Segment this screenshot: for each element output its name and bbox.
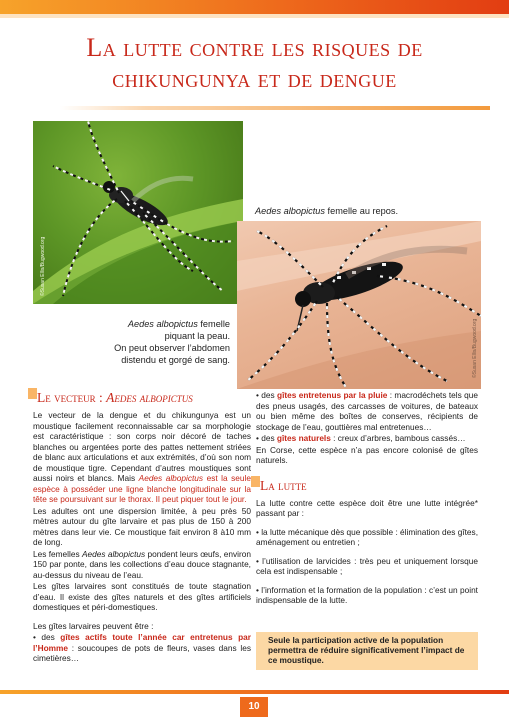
bullet-gites-pluie-red: gîtes entretenus par la pluie [277,390,388,400]
bullet-information: • l’information et la formation de la population : c’est un point indispensable de la lutte. [256,584,478,605]
caption-biting-line-3: On peut observer l’abdomen [114,343,230,353]
paragraph-gites: Les gîtes larvaires sont constitués de toute stagnation d’eau. Il existe des gîtes naturels et des gîtes artificiels domestiques et péri-domestiques. [33,581,251,612]
highlight-box: Seule la participation active de la population permettra de réduire significativement l’impact de ce moustique. [256,632,478,670]
bullet-gites-actifs-post: : soucoupes de pots de fleurs, vases dans les cimetières… [33,642,251,663]
heading-vecteur-prefix: Le vecteur : [37,390,107,405]
spacer [256,578,478,585]
paragraph-description-species: Aedes albopictus [138,473,204,483]
spacer [33,614,251,621]
paragraph-corse: En Corse, cette espèce n’a pas encore colonisé de gîtes naturels. [256,444,478,465]
caption-biting-species: Aedes albopictus [127,319,198,329]
bottom-color-band [0,690,509,694]
section-heading-lutte [256,478,478,494]
caption-biting [95,318,230,366]
mosquito-leaf-illustration [33,121,243,304]
bullet-gites-naturels [256,433,478,444]
heading-marker [28,388,37,399]
paragraph-ponte [33,549,251,581]
mosquito-skin-photo [237,221,481,389]
heading-vecteur-species: Aedes albopictus [106,390,193,405]
spacer [256,549,478,556]
bullet-gites-naturels-post: : creux d’arbres, bambous cassés… [330,433,466,443]
paragraph-gites-types: Les gîtes larvaires peuvent être : [33,620,154,631]
bullet-larvicides: • l’utilisation de larvicides : très peu et uniquement lorsque cela est indispensable ; [256,555,478,576]
paragraph-lutte-intro: La lutte contre cette espèce doit être une lutte intégrée* passant par : [256,497,478,518]
page-number: 10 [240,697,268,717]
paragraph-ponte-species: Aedes albopictus [81,548,146,559]
top-color-band [0,0,509,14]
caption-resting-species: Aedes albopictus [255,206,325,216]
title-underline [60,106,490,110]
paragraph-description-bite: Il peut piquer tout le jour. [153,494,247,504]
bullet-gites-pluie-pre: • des [256,390,277,400]
paragraph-dispersion: Les adultes ont une dispersion limitée, à peu près 50 mètres autour du gîte larvaire et pas plus de 150 à 200 mètres dans leur vie. Ce moustique fait environ 8 à10 mm de long. [33,505,251,547]
photo-2-credit: ©Susan Ellis/Bugwood.org [472,318,478,378]
section-heading-vecteur [33,390,251,406]
caption-biting-line-4: distendu et gorgé de sang. [121,355,230,365]
title-line-1: La lutte contre les risques de [86,33,423,62]
bullet-gites-actifs [33,632,251,664]
heading-lutte-text: La lutte [260,477,307,493]
bullet-gites-naturels-pre: • des [256,433,277,443]
bullet-gites-pluie-post: : macrodéchets tels que des pneus usagés, des carcasses de voitures, de bateaux ou bien même des boîtes de conserves, récipients de stockage de l’eau, gouttières mal entretenues… [256,390,478,432]
paragraph-description-text: Le vecteur de la dengue et du chikungunya est un moustique facilement reconnaissable car sa morphologie est caractéristique : son corps noir décoré de taches blanches ou argentées porte des pattes nettement striées de blanc aux articulations et aux extrémités, d’où son nom de moustique tigre. Cependant d’autres moustiques sont aussi noirs et blancs. Mais [33,410,251,483]
caption-biting-line-1: femelle [197,319,230,329]
paragraph-ponte-b: pondent leurs œufs, environ 150 par ponte, dans les collections d’eau douce stagnante, au-dessus du niveau de l’eau. [33,548,251,580]
bullet-gites-pluie [256,390,478,432]
bullet-gites-actifs-pre: • des [33,632,61,642]
paragraph-description [33,410,251,505]
photo-1-credit: ©Susan Ellis/Bugwood.org [40,236,46,296]
top-light-band [0,14,509,18]
caption-biting-line-2: piquant la peau. [164,331,230,341]
paragraph-ponte-a: Les femelles [33,548,82,559]
left-column [33,390,251,665]
page-title [20,32,489,94]
bullet-gites-naturels-red: gîtes naturels [276,433,331,443]
heading-marker [251,476,260,487]
right-column [256,390,478,607]
bullet-gites-actifs-red: gîtes actifs toute l’année car entretenus par l’Homme [33,632,251,653]
spacer [256,520,478,527]
caption-resting [255,205,485,217]
caption-resting-text: femelle au repos. [324,206,399,216]
mosquito-skin-illustration [237,221,481,389]
mosquito-leaf-photo [33,121,243,304]
title-line-2: chikungunya et de dengue [112,64,397,93]
bullet-lutte-mecanique: • la lutte mécanique dès que possible : élimination des gîtes, aménagement ou entretien ; [256,526,478,547]
paragraph-description-red-text: est la seule espèce à posséder une ligne blanche longitudinale sur la tête se poursuivant sur le thorax. [33,473,251,504]
